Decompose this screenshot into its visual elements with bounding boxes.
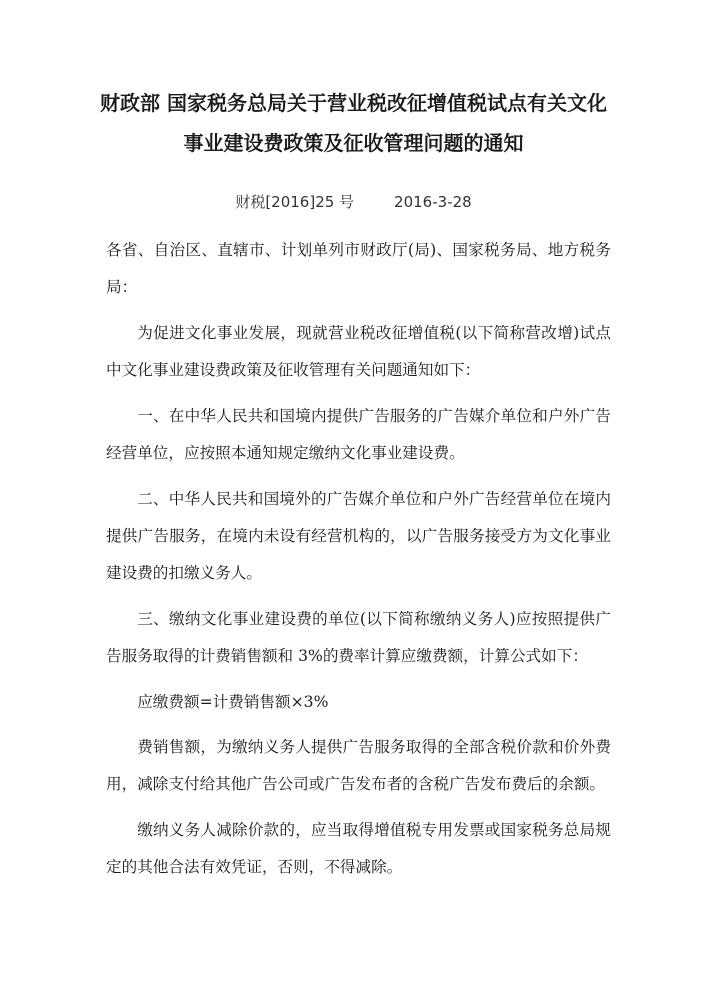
body-paragraph-deduction: 缴纳义务人减除价款的，应当取得增值税专用发票或国家税务总局规定的其他合法有效凭证，否则，不得减除。: [106, 821, 611, 876]
fee-formula: 应缴费额=计费销售额×3%: [137, 693, 329, 711]
document-date: 2016-3-28: [394, 193, 472, 211]
body-paragraph-intro: 为促进文化事业发展，现就营业税改征增值税(以下简称营改增)试点中文化事业建设费政策及征收管理有关问题通知如下：: [106, 324, 611, 379]
document-reference: [60, 191, 647, 212]
body-paragraph-1: 一、在中华人民共和国境内提供广告服务的广告媒介单位和户外广告经营单位，应按照本通知规定缴纳文化事业建设费。: [106, 407, 611, 462]
document-body: [106, 232, 611, 886]
body-paragraph-sales-definition: 费销售额，为缴纳义务人提供广告服务取得的全部含税价款和价外费用，减除支付给其他广告公司或广告发布者的含税广告发布费后的余额。: [106, 738, 611, 793]
body-paragraph-3: 三、缴纳文化事业建设费的单位(以下简称缴纳义务人)应按照提供广告服务取得的计费销售额和 3%的费率计算应缴费额，计算公式如下：: [106, 610, 611, 665]
body-paragraph-2: 二、中华人民共和国境外的广告媒介单位和户外广告经营单位在境内提供广告服务，在境内未设有经营机构的，以广告服务接受方为文化事业建设费的扣缴义务人。: [106, 490, 611, 582]
document-number: 财税[2016]25 号: [235, 193, 355, 211]
document-title-line1: 财政部 国家税务总局关于营业税改征增值税试点有关文化: [100, 91, 607, 115]
document-title-line2: 事业建设费政策及征收管理问题的通知: [183, 131, 524, 155]
addressee: 各省、自治区、直辖市、计划单列市财政厅(局)、国家税务局、地方税务局：: [106, 241, 611, 296]
